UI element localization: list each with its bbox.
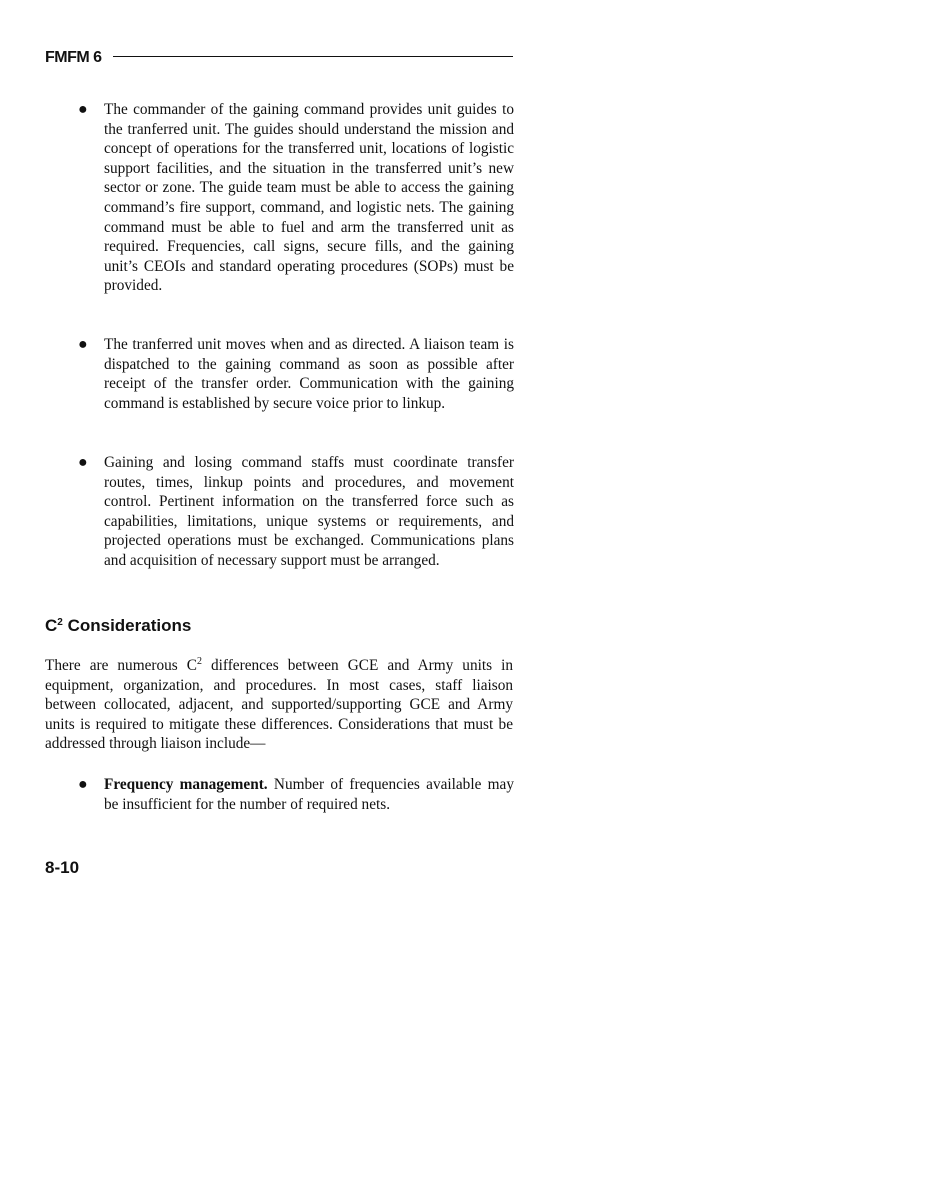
para-superscript: 2 (196, 655, 202, 667)
bullet-body: Number of frequencies available may be insufficient for the number of required nets. (104, 776, 514, 813)
bullet-item-transferred-unit-moves (78, 335, 514, 413)
bullet-text: The commander of the gaining command provides unit guides to the tranferred unit. The guides should understand the mission and concept of operations for the transferred unit, locations of logistic support facilities, and the situation in the transferred unit’s new sector or zone. The guide team must be able to access the gaining command’s fire support, command, and logistic nets. The gaining command must be able to fuel and arm the transferred unit as required. Frequencies, call signs, secure fills, and the gaining unit’s CEOIs and standard operating procedures (SOPs) must be provided. (104, 101, 514, 295)
bullet-text (104, 775, 514, 814)
heading-letter: C (45, 616, 58, 635)
section-heading (45, 615, 191, 637)
heading-superscript: 2 (57, 617, 63, 628)
bullet-icon: ● (78, 454, 88, 471)
bullet-icon: ● (78, 776, 88, 793)
bullet-item-frequency-management (78, 775, 514, 814)
para-before: There are numerous C (45, 657, 197, 674)
header-rule (113, 56, 513, 57)
bullet-icon: ● (78, 101, 88, 118)
bullet-bold-lead: Frequency management. (104, 776, 268, 793)
bullet-text: The tranferred unit moves when and as directed. A liaison team is dispatched to the gaining command as soon as possible after receipt of the transfer order. Communication with the gaining command is established by secure voice prior to linkup. (104, 336, 514, 412)
bullet-item-unit-guides (78, 100, 514, 296)
running-header (45, 48, 513, 68)
para-after: differences between GCE and Army units in equipment, organization, and procedures. In most cases, staff liaison between collocated, adjacent, and supported/supporting GCE and Army units is required to mitigate these differences. Considerations that must be addressed through liaison include— (45, 657, 513, 753)
bullet-item-staff-coordination (78, 453, 514, 571)
header-title: FMFM 6 (45, 48, 108, 68)
bullet-text: Gaining and losing command staffs must coordinate transfer routes, times, linkup points and procedures, and movement control. Pertinent information on the transferred force such as capabilities, limitations, unique systems or requirements, and projected operations must be exchanged. Communications plans and acquisition of necessary support must be arranged. (104, 454, 514, 569)
bullet-icon: ● (78, 336, 88, 353)
heading-rest: Considerations (62, 616, 192, 635)
section-paragraph (45, 656, 513, 754)
page-number: 8-10 (45, 858, 80, 877)
